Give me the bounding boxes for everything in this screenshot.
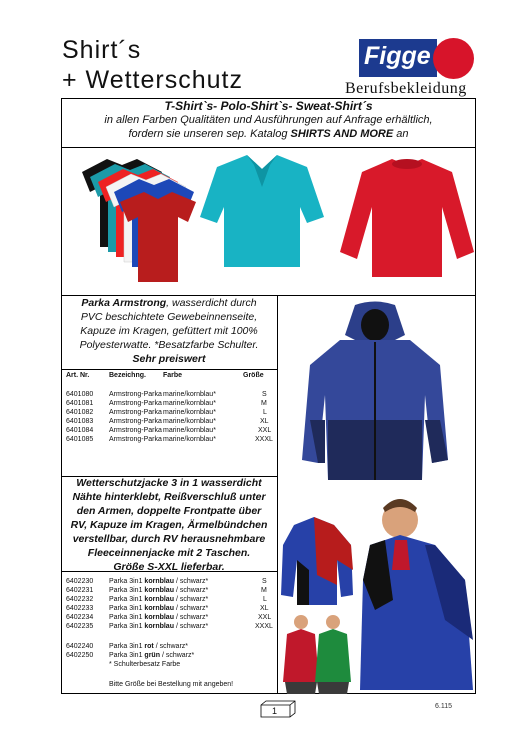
table-row-name: Armstrong-Parka — [109, 427, 162, 434]
divider-parka-desc — [62, 369, 277, 370]
col-header-art: Art. Nr. — [66, 372, 90, 379]
row-name: Parka 3in1 — [109, 623, 143, 630]
table-row-art: 6402240 — [66, 643, 94, 650]
table-row-art: 6402234 — [66, 614, 94, 621]
box-number: 1 — [272, 706, 278, 716]
table-row-art: 6401082 — [66, 409, 94, 416]
table-row-art: 6401081 — [66, 400, 94, 407]
table-row-name-color — [109, 578, 208, 585]
table-row-name: Armstrong-Parka — [109, 391, 162, 398]
table-row-art: 6402230 — [66, 578, 94, 585]
row-color: kornblau — [144, 623, 174, 630]
table-row-name-color — [109, 587, 208, 594]
row-color: kornblau — [144, 578, 174, 585]
table-row-size: S — [262, 391, 267, 398]
table-row-color: marine/kornblau* — [163, 391, 216, 398]
intro-heading: T-Shirt`s- Polo-Shirt`s- Sweat-Shirt´s — [164, 99, 373, 113]
page-box-frame — [260, 700, 296, 718]
table-row-size: L — [263, 596, 267, 603]
parka-description — [64, 296, 274, 366]
row-name: Parka 3in1 — [109, 614, 143, 621]
intro-text — [62, 99, 475, 146]
row-color: kornblau — [144, 614, 174, 621]
jacke-desc-line6: Fleeceinnenjacke mit 2 Taschen. — [87, 547, 251, 559]
row-name: Parka 3in1 — [109, 596, 143, 603]
table-row-name-color — [109, 614, 208, 621]
table-row-name-color — [109, 643, 188, 650]
jacke-description — [64, 476, 274, 574]
row-rest: / schwarz* — [175, 614, 209, 621]
row-rest: / schwarz* — [155, 643, 189, 650]
parka-desc-line3: Kapuze im Kragen, gefüttert mit 100% — [80, 325, 258, 337]
table-row-art: 6401080 — [66, 391, 94, 398]
table-row-art: 6402233 — [66, 605, 94, 612]
table-row-art: 6401084 — [66, 427, 94, 434]
table-row-size: S — [262, 578, 267, 585]
intro-line3 — [62, 127, 475, 141]
table-row-size: XXL — [258, 614, 272, 621]
table-row-color: marine/kornblau* — [163, 400, 216, 407]
intro-line3-post: an — [393, 128, 409, 140]
row-color: kornblau — [144, 587, 174, 594]
jacke-desc-line7: Größe S-XXL lieferbar. — [113, 561, 225, 573]
col-header-color: Farbe — [163, 372, 183, 379]
row-name: Parka 3in1 — [109, 587, 143, 594]
jacke-desc-line5: verstellbar, durch RV herausnehmbare — [72, 533, 266, 545]
row-color: rot — [144, 643, 154, 650]
page-title-line1: Shirt´s — [62, 36, 142, 64]
table-row-name-color — [109, 596, 208, 603]
intro-line3-pre: fordern sie unseren sep. Katalog — [128, 128, 291, 140]
color-note: * Schulterbesatz Farbe — [109, 661, 181, 668]
table-row-color: marine/kornblau* — [163, 409, 216, 416]
table-row-name-color — [109, 605, 208, 612]
table-row-art: 6402235 — [66, 623, 94, 630]
divider-vertical — [277, 295, 278, 693]
row-name: Parka 3in1 — [109, 605, 143, 612]
company-subtitle: Berufsbekleidung — [345, 80, 467, 97]
table-row-size: XXXL — [255, 436, 273, 443]
row-rest: / schwarz* — [161, 652, 195, 659]
parka-price: Sehr preiswert — [132, 353, 206, 365]
jacke-desc-line4: RV, Kapuze im Kragen, Ärmelbündchen — [70, 519, 268, 531]
table-row-name: Armstrong-Parka — [109, 436, 162, 443]
col-header-size: Größe — [243, 372, 264, 379]
shirts-illustration — [62, 147, 475, 294]
table-row-name: Armstrong-Parka — [109, 400, 162, 407]
table-row-art: 6402232 — [66, 596, 94, 603]
row-name: Parka 3in1 — [109, 643, 143, 650]
figge-logo — [359, 39, 476, 79]
table-row-size: L — [263, 409, 267, 416]
row-rest: / schwarz* — [175, 623, 209, 630]
fleece-inner-jacket-image — [279, 515, 355, 608]
row-color: kornblau — [144, 605, 174, 612]
table-row-size: M — [261, 587, 267, 594]
order-note: Bitte Größe bei Bestellung mit angeben! — [109, 681, 234, 688]
logo-circle — [433, 38, 474, 79]
parka-desc-line4: Polyesterwatte. *Besatzfarbe Schulter. — [79, 339, 259, 351]
col-header-name: Bezeichng. — [109, 372, 146, 379]
table-row-size: XL — [260, 418, 269, 425]
jacke-desc-line3: den Armen, doppelte Frontpatte über — [76, 505, 262, 517]
table-row-name: Armstrong-Parka — [109, 409, 162, 416]
table-row-name-color — [109, 623, 208, 630]
row-name: Parka 3in1 — [109, 652, 143, 659]
table-row-art: 6402231 — [66, 587, 94, 594]
jacke-desc-line2: Nähte hinterklebt, Reißverschluß unter — [72, 491, 266, 503]
row-name: Parka 3in1 — [109, 578, 143, 585]
intro-line3-bold: SHIRTS AND MORE — [290, 128, 394, 140]
parka-name: Parka Armstrong — [81, 297, 167, 309]
logo-text: Figge — [364, 42, 431, 70]
intro-line2: in allen Farben Qualitäten und Ausführungen auf Anfrage erhältlich, — [104, 114, 433, 126]
parka-3in1-model-image — [355, 490, 475, 695]
parka-desc-line1 — [64, 296, 274, 310]
row-color: kornblau — [144, 596, 174, 603]
jacke-desc-line1: Wetterschutzjacke 3 in 1 wasserdicht — [76, 477, 262, 489]
table-row-size: XXL — [258, 427, 272, 434]
table-row-color: marine/kornblau* — [163, 418, 216, 425]
row-rest: / schwarz* — [175, 587, 209, 594]
table-row-size: M — [261, 400, 267, 407]
page-title-line2: + Wetterschutz — [62, 66, 243, 94]
page-number: 6.115 — [435, 703, 452, 710]
two-men-image — [279, 612, 355, 694]
parka-armstrong-image — [300, 300, 450, 485]
table-row-color: marine/kornblau* — [163, 427, 216, 434]
table-row-size: XL — [260, 605, 269, 612]
polo-shirt — [200, 155, 324, 267]
row-color: grün — [144, 652, 160, 659]
table-row-name-color — [109, 652, 194, 659]
parka-desc1: , wasserdicht durch — [166, 297, 257, 309]
table-row-color: marine/kornblau* — [163, 436, 216, 443]
row-rest: / schwarz* — [175, 605, 209, 612]
table-row-name: Armstrong-Parka — [109, 418, 162, 425]
row-rest: / schwarz* — [175, 578, 209, 585]
table-row-art: 6401083 — [66, 418, 94, 425]
table-row-art: 6402250 — [66, 652, 94, 659]
row-rest: / schwarz* — [175, 596, 209, 603]
parka-desc-line2: PVC beschichtete Gewebeinnenseite, — [80, 311, 258, 323]
sweat-shirt — [340, 159, 474, 277]
tshirt-stack — [82, 159, 196, 282]
table-row-art: 6401085 — [66, 436, 94, 443]
table-row-size: XXXL — [255, 623, 273, 630]
